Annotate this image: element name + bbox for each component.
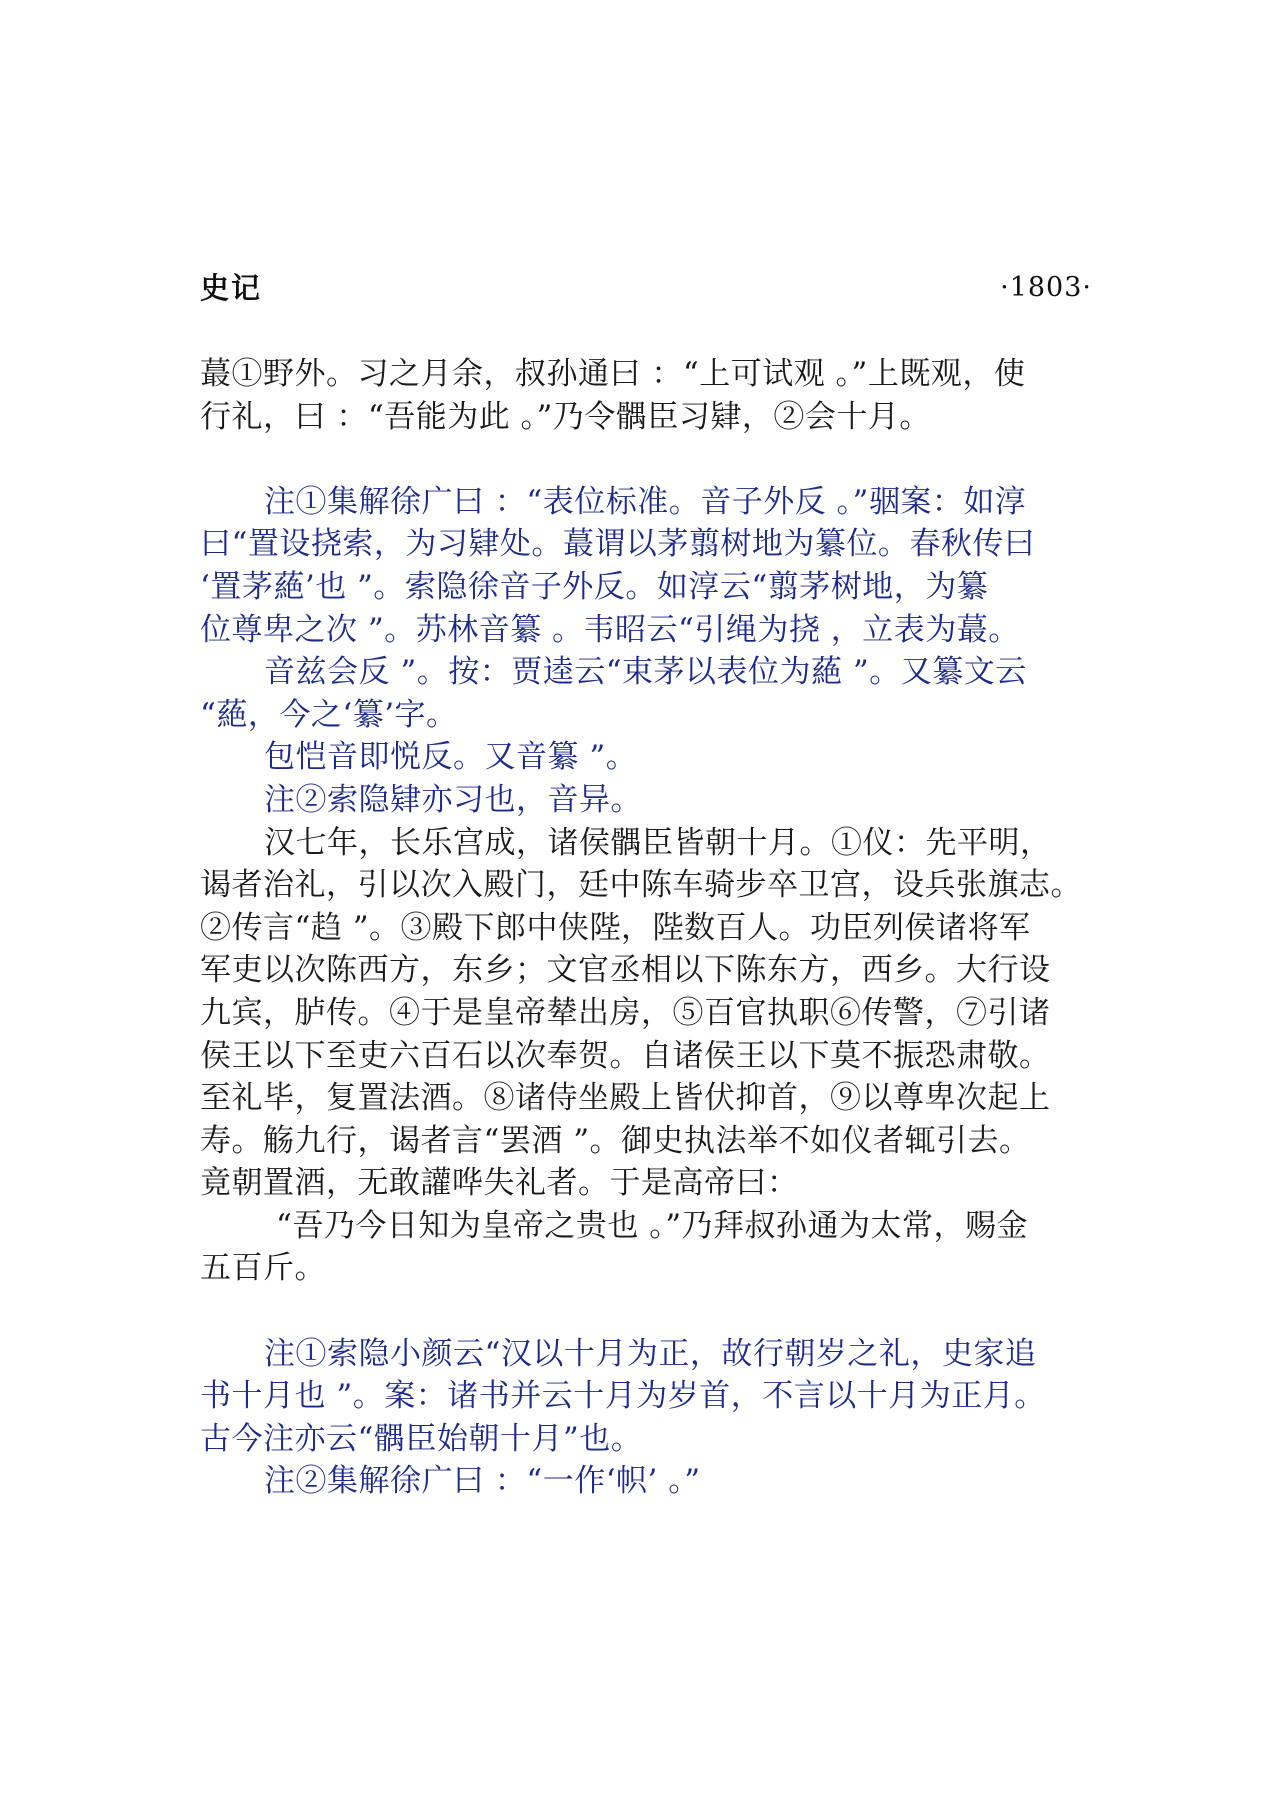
- main-text-line: 竟朝置酒，无敢讙哗失礼者。于是高帝曰：: [200, 1165, 799, 1202]
- note-line: ‘置茅蕝’也 ”。索隐徐音子外反。如淳云“翦茅树地，为纂: [200, 568, 989, 605]
- main-text-line: 军吏以次陈西方，东乡；文官丞相以下陈东方，西乡。大行设: [200, 952, 1051, 989]
- paragraph-gap: [200, 1290, 1100, 1333]
- main-text-line: “吾乃今日知为皇帝之贵也 。”乃拜叔孙通为太常，赐金: [276, 1207, 1029, 1244]
- main-text-line: 侯王以下至吏六百石以次奉贺。自诸侯王以下莫不振恐肃敬。: [200, 1037, 1051, 1074]
- main-text-line: 蕞①野外。习之月余，叔孙通曰 ：“上可试观 。”上既观，使: [200, 356, 1026, 392]
- main-text-line: 汉七年，长乐宫成，诸侯髃臣皆朝十月。①仪：先平明，: [264, 824, 1052, 861]
- note-line: 包恺音即悦反。又音纂 ”。: [264, 739, 638, 776]
- main-text-line: 谒者治礼，引以次入殿门，廷中陈车骑步卒卫宫，设兵张旗志。: [200, 867, 1082, 904]
- paragraph-gap: [200, 438, 1100, 481]
- main-text-line: 九宾，胪传。④于是皇帝辇出房，⑤百官执职⑥传警，⑦引诸: [200, 994, 1051, 1031]
- main-text-line: 五百斤。: [200, 1250, 326, 1287]
- note-line: 注②索隐肄亦习也，音异。: [264, 781, 642, 818]
- page-number: ·1803·: [1000, 272, 1092, 303]
- note-line: 注①索隐小颜云“汉以十月为正，故行朝岁之礼，史家追: [264, 1335, 1037, 1372]
- page-header: [200, 268, 1092, 308]
- note-line: 古今注亦云“髃臣始朝十月”也。: [200, 1420, 643, 1457]
- main-text-line: 至礼毕，复置法酒。⑧诸侍坐殿上皆伏抑首，⑨以尊卑次起上: [200, 1080, 1051, 1117]
- note-line: 位尊卑之次 ”。苏林音纂 。韦昭云“引绳为挠 ，立表为蕞。: [200, 611, 1020, 648]
- main-text-line: ②传言“趋 ”。③殿下郎中侠陛，陛数百人。功臣列侯诸将军: [200, 909, 1031, 946]
- note-line: 曰“置设挠索，为习肄处。蕞谓以茅翦树地为纂位。春秋传曰: [200, 526, 1036, 563]
- note-line: 注②集解徐广曰 ：“一作‘帜’ 。”: [264, 1463, 701, 1500]
- note-line: 音兹会反 ”。按：贾逵云“束茅以表位为蕝 ”。又纂文云: [264, 654, 1027, 691]
- note-line: “蕝，今之‘纂’字。: [200, 696, 458, 733]
- book-title: 史记: [200, 271, 263, 305]
- main-text-line: 寿。觞九行，谒者言“罢酒 ”。御史执法举不如仪者辄引去。: [200, 1122, 1031, 1159]
- note-line: 注①集解徐广曰 ：“表位标准。音子外反 。”骃案：如淳: [264, 483, 1027, 520]
- note-line: 书十月也 ”。案：诸书并云十月为岁首，不言以十月为正月。: [200, 1378, 1046, 1415]
- page-body: [200, 353, 1100, 1503]
- main-text-line: 行礼，曰 ：“吾能为此 。”乃令髃臣习肄，②会十月。: [200, 398, 931, 435]
